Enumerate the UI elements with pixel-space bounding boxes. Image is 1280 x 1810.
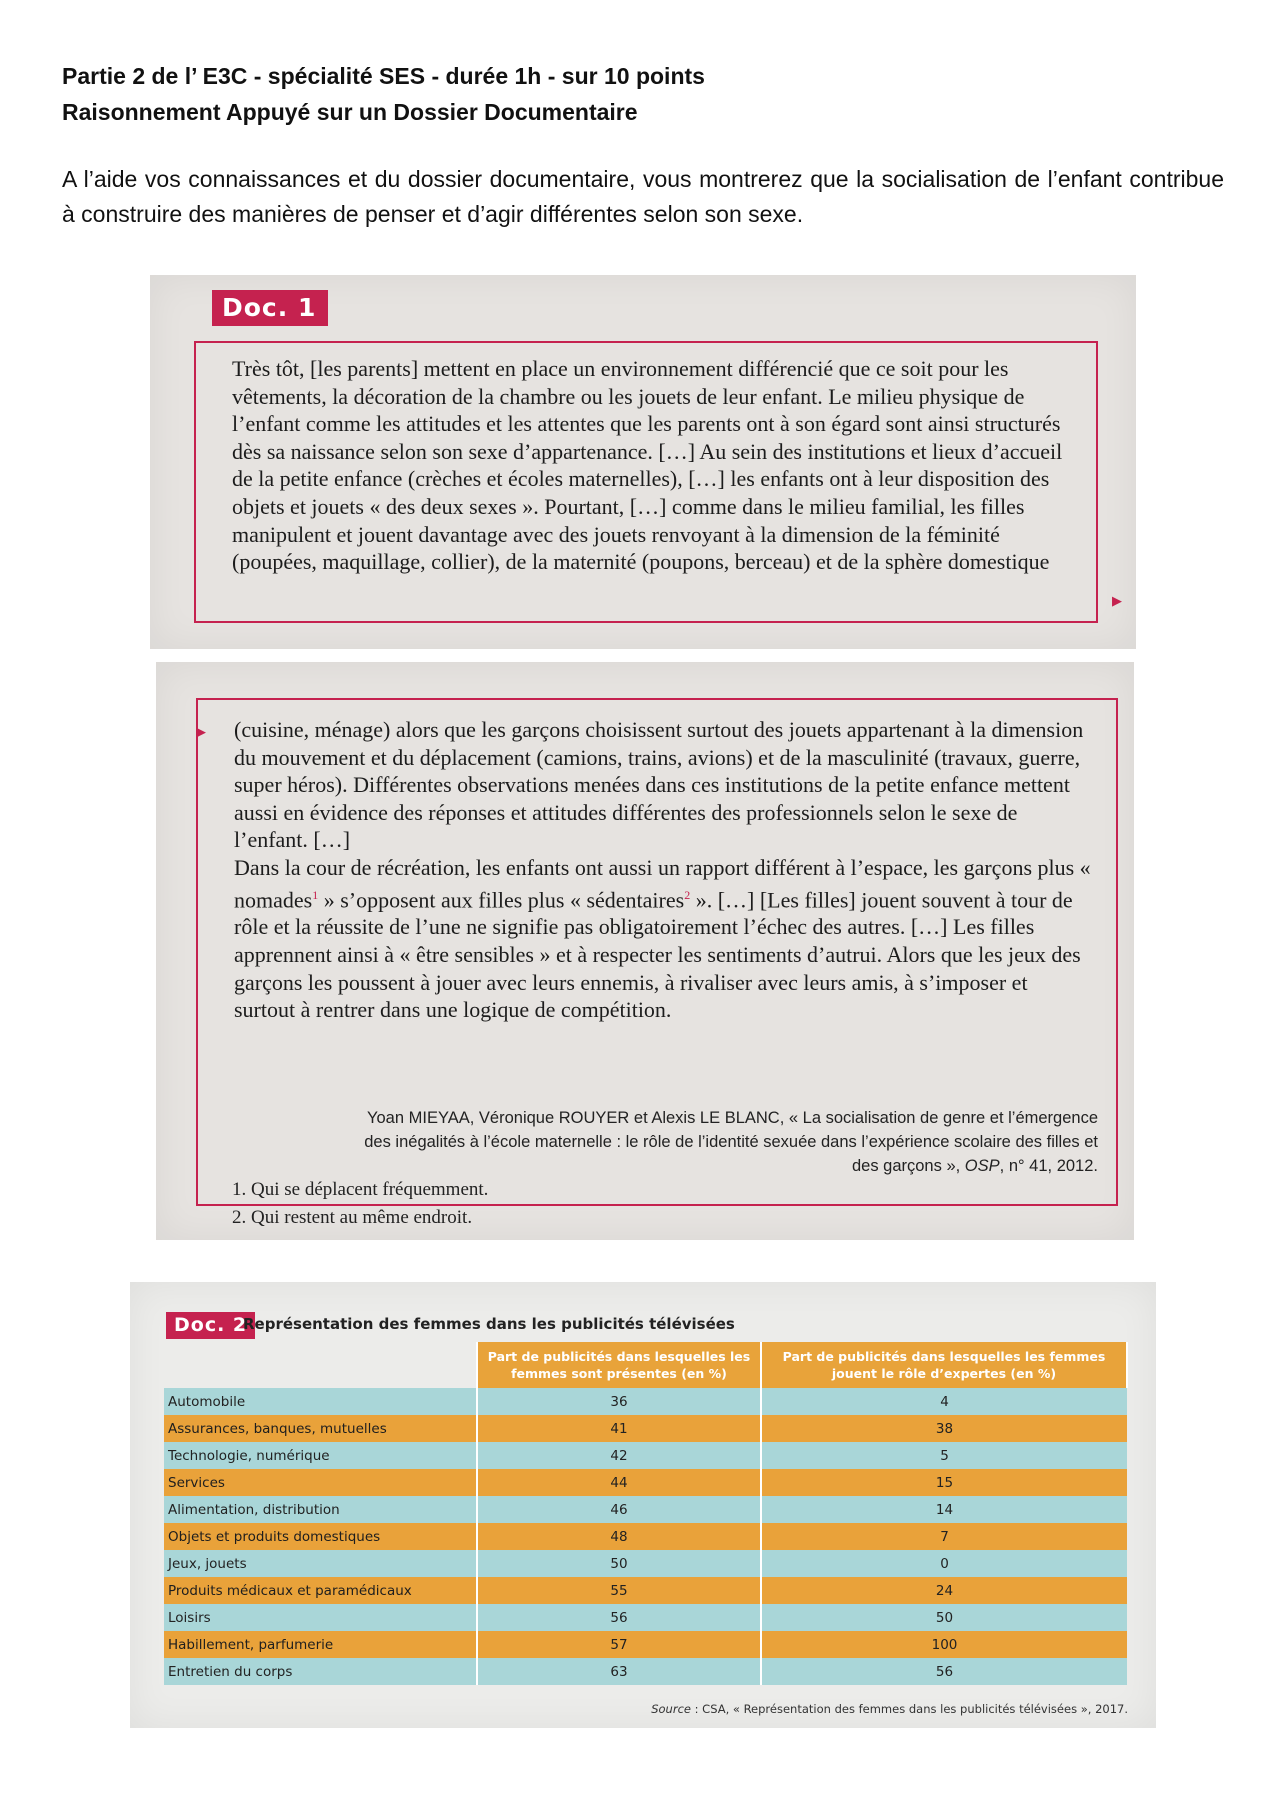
table-row	[164, 1604, 1127, 1631]
row-expert-value: 50	[761, 1604, 1127, 1631]
row-expert-value: 38	[761, 1415, 1127, 1442]
row-expert-value: 15	[761, 1469, 1127, 1496]
row-label: Objets et produits domestiques	[164, 1523, 477, 1550]
table-row	[164, 1415, 1127, 1442]
row-expert-value: 5	[761, 1442, 1127, 1469]
row-label: Automobile	[164, 1388, 477, 1415]
continue-arrow-icon-2: ▶	[196, 724, 206, 739]
exam-subtitle: Raisonnement Appuyé sur un Dossier Documentaire	[62, 99, 638, 125]
doc1-text-span: » s’opposent aux filles plus « sédentaires	[318, 886, 685, 912]
doc2-source	[651, 1702, 1128, 1716]
table-header-present: Part de publicités dans lesquelles les femmes sont présentes (en %)	[477, 1342, 761, 1388]
row-label: Loisirs	[164, 1604, 477, 1631]
row-present-value: 57	[477, 1631, 761, 1658]
doc1-photo-part2	[156, 662, 1134, 1240]
row-expert-value: 4	[761, 1388, 1127, 1415]
row-present-value: 55	[477, 1577, 761, 1604]
table-row	[164, 1496, 1127, 1523]
source-label: Source	[651, 1702, 691, 1716]
row-expert-value: 24	[761, 1577, 1127, 1604]
doc1-text-span: ». […] [Les filles] jouent souvent à tour de rôle et la réussite de l’une ne signifie pas obligatoirement l’échec des autres. […] Les filles apprennent ainsi à « être sensibles » et à respecter les sentiments d’autrui. Alors que les jeux des garçons les poussent à jouer avec leurs ennemis, à rivaliser avec leurs amis, à s’imposer et surtout à rentrer dans une logique de compétition.	[234, 886, 1081, 1023]
table-header-empty	[164, 1342, 477, 1388]
doc1-badge: Doc. 1	[212, 290, 328, 326]
doc1-citation	[338, 1106, 1098, 1178]
citation-journal: OSP	[964, 1157, 1000, 1175]
citation-end: , n° 41, 2012.	[999, 1157, 1098, 1175]
exam-title: Partie 2 de l’ E3C - spécialité SES - durée 1h - sur 10 points	[62, 63, 705, 89]
footnote-1: 1. Qui se déplacent fréquemment.	[232, 1179, 489, 1200]
instruction-text: A l’aide vos connaissances et du dossier documentaire, vous montrerez que la socialisation de l’enfant contribue à construire des manières de penser et d’agir différentes selon son sexe.	[62, 166, 1224, 227]
footnote-2: 2. Qui restent au même endroit.	[232, 1207, 473, 1228]
row-label: Technologie, numérique	[164, 1442, 477, 1469]
row-expert-value: 14	[761, 1496, 1127, 1523]
row-present-value: 44	[477, 1469, 761, 1496]
doc2-badge: Doc. 2	[166, 1312, 255, 1339]
row-label: Habillement, parfumerie	[164, 1631, 477, 1658]
footnote-ref-1: 1	[312, 887, 319, 902]
row-label: Produits médicaux et paramédicaux	[164, 1577, 477, 1604]
row-expert-value: 7	[761, 1523, 1127, 1550]
row-label: Jeux, jouets	[164, 1550, 477, 1577]
doc2-table	[164, 1342, 1128, 1685]
doc1-paragraph-b	[234, 854, 1094, 1024]
doc1-frame-part2	[196, 698, 1118, 1228]
row-label: Entretien du corps	[164, 1658, 477, 1685]
row-present-value: 36	[477, 1388, 761, 1415]
row-present-value: 48	[477, 1523, 761, 1550]
exam-header	[62, 58, 1222, 130]
doc2-title: Représentation des femmes dans les publicités télévisées	[243, 1315, 735, 1333]
doc2-photo	[130, 1282, 1156, 1728]
table-row	[164, 1442, 1127, 1469]
row-present-value: 42	[477, 1442, 761, 1469]
doc1-photo-part1	[150, 275, 1136, 649]
row-present-value: 41	[477, 1415, 761, 1442]
table-row	[164, 1550, 1127, 1577]
footnote-ref-2: 2	[684, 887, 691, 902]
row-present-value: 50	[477, 1550, 761, 1577]
table-row	[164, 1388, 1127, 1415]
doc1-text-span: Dans la cour de récréation, les enfants ont aussi un rapport différent à l’espace, les garçons plus « nomades	[234, 854, 1091, 912]
table-row	[164, 1658, 1127, 1685]
table-header-expert: Part de publicités dans lesquelles les femmes jouent le rôle d’expertes (en %)	[761, 1342, 1127, 1388]
row-label: Alimentation, distribution	[164, 1496, 477, 1523]
table-row	[164, 1523, 1127, 1550]
row-expert-value: 100	[761, 1631, 1127, 1658]
row-expert-value: 56	[761, 1658, 1127, 1685]
doc1-paragraph-a: (cuisine, ménage) alors que les garçons choisissent surtout des jouets appartenant à la dimension du mouvement et du déplacement (camions, trains, avions) et de la masculinité (travaux, guerre, super héros). Différentes observations menées dans ces institutions de la petite enfance mettent aussi en évidence des réponses et attitudes différentes des professionnels selon le sexe de l’enfant. […]	[234, 717, 1084, 853]
row-present-value: 63	[477, 1658, 761, 1685]
doc1-text-part2	[234, 716, 1094, 1024]
doc1-footnotes	[232, 1176, 488, 1232]
row-present-value: 56	[477, 1604, 761, 1631]
table-row	[164, 1577, 1127, 1604]
row-expert-value: 0	[761, 1550, 1127, 1577]
doc1-frame-part1	[194, 341, 1098, 623]
citation-text: Yoan MIEYAA, Véronique ROUYER et Alexis LE BLANC, « La socialisation de genre et l’émergence des inégalités à l’école maternelle : le rôle de l’identité sexuée dans l’expérience scolaire des filles et des garçons »,	[364, 1109, 1098, 1175]
table-row	[164, 1631, 1127, 1658]
doc1-text-part1: Très tôt, [les parents] mettent en place un environnement différencié que ce soit pour les vêtements, la décoration de la chambre ou les jouets de leur enfant. Le milieu physique de l’enfant comme les attitudes et les attentes que les parents ont à son égard sont ainsi structurés dès sa naissance selon son sexe d’appartenance. […] Au sein des institutions et lieux d’accueil de la petite enfance (crèches et écoles maternelles), […] les enfants ont à leur disposition des objets et jouets « des deux sexes ». Pourtant, […] comme dans le milieu familial, les filles manipulent et jouent davantage avec des jouets renvoyant à la dimension de la féminité (poupées, maquillage, collier), de la maternité (poupons, berceau) et de la sphère domestique	[232, 356, 1063, 575]
table-row	[164, 1469, 1127, 1496]
continue-arrow-icon: ▶	[1112, 593, 1122, 608]
source-text: : CSA, « Représentation des femmes dans les publicités télévisées », 2017.	[690, 1702, 1128, 1716]
row-present-value: 46	[477, 1496, 761, 1523]
row-label: Assurances, banques, mutuelles	[164, 1415, 477, 1442]
row-label: Services	[164, 1469, 477, 1496]
